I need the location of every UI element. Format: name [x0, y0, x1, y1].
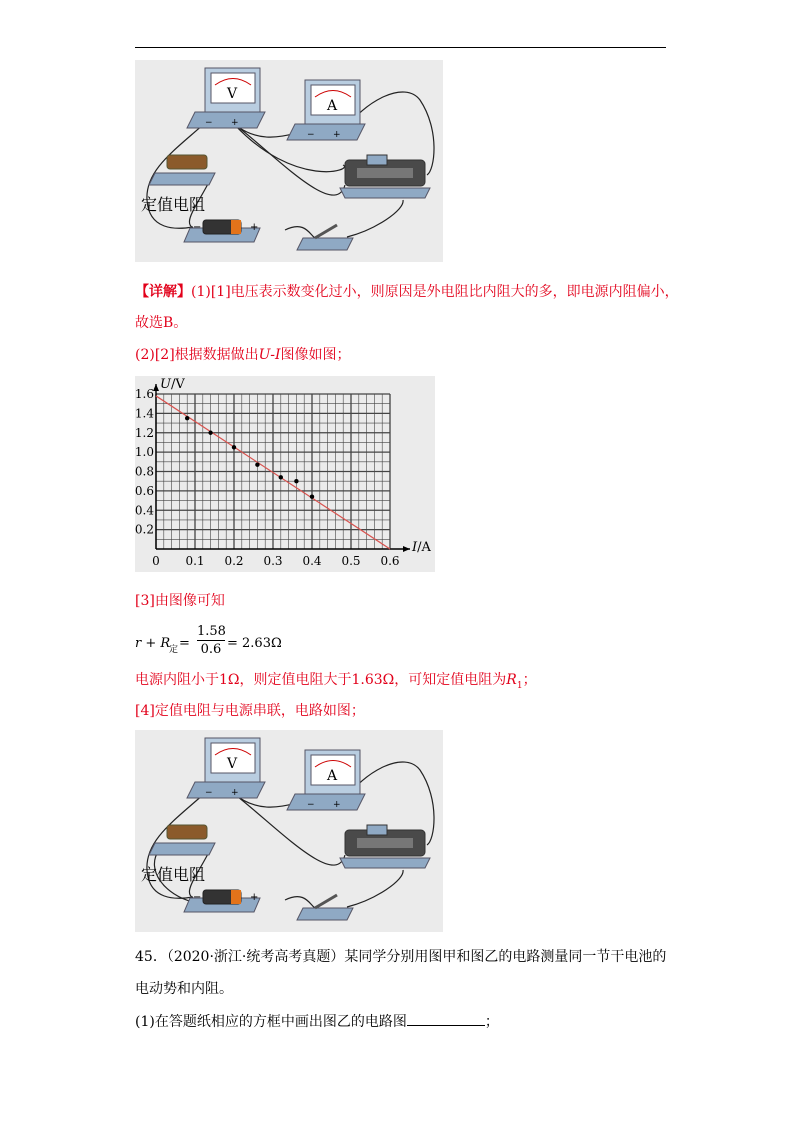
y-tick-label: 0.6: [135, 483, 154, 498]
y-tick-label: 0.4: [135, 503, 154, 518]
circuit-diagram: [135, 60, 443, 262]
circuit-diagram-series: [135, 730, 443, 932]
svg-text:−: −: [193, 222, 202, 233]
y-tick-label: 1.0: [135, 445, 154, 460]
fixed-resistor-label: 定值电阻: [141, 865, 206, 884]
data-point: [208, 431, 212, 435]
explain-tag: 【详解】: [135, 284, 191, 300]
explain-line-5: 电源内阻小于1Ω，则定值电阻大于1.63Ω，可知定值电阻为$R_1$；: [135, 672, 537, 691]
x-axis-label: I/A: [412, 540, 431, 555]
y-tick-label: 1.6: [135, 387, 154, 401]
voltmeter-label: V: [227, 86, 238, 102]
ui-chart-figure: [135, 376, 435, 572]
ammeter-label: A: [327, 768, 338, 784]
y-tick-label: 0.8: [135, 464, 154, 479]
svg-text:+: +: [333, 800, 341, 810]
question-number: 45．: [135, 949, 167, 965]
circuit-figure-top: [135, 60, 443, 262]
question-line-2: 电动势和内阻。: [135, 981, 233, 997]
y-tick-label: 1.4: [135, 406, 154, 421]
svg-text:+: +: [250, 222, 259, 233]
svg-text:+: +: [250, 892, 259, 903]
y-tick-label: 0.2: [135, 522, 154, 537]
x-tick-label: 0.2: [224, 554, 244, 568]
data-point: [294, 479, 298, 483]
data-point: [255, 463, 259, 467]
svg-text:−: −: [193, 892, 202, 903]
data-point: [185, 416, 189, 420]
voltmeter-label: V: [227, 756, 238, 772]
ui-chart: [135, 376, 435, 572]
x-tick-label: 0.4: [302, 554, 322, 568]
svg-text:−: −: [307, 130, 315, 140]
question-line-1: 45．（2020·浙江·统考高考真题）某同学分别用图甲和图乙的电路测量同一节干电池的: [135, 949, 667, 965]
x-tick-label: 0.5: [341, 554, 361, 568]
x-axis-arrow: [403, 546, 410, 552]
fixed-resistor-label: 定值电阻: [141, 195, 206, 214]
data-point: [310, 494, 314, 498]
explain-line-2: 故选B。: [135, 315, 188, 331]
circuit-figure-bottom: [135, 730, 443, 932]
data-point: [279, 475, 283, 479]
svg-text:+: +: [333, 130, 341, 140]
data-point: [232, 445, 236, 449]
svg-text:−: −: [205, 118, 213, 128]
answer-blank[interactable]: [407, 1011, 485, 1026]
x-tick-label: 0.1: [185, 554, 205, 568]
y-axis-label: U/V: [160, 377, 185, 392]
svg-text:+: +: [231, 118, 239, 128]
question-line-3: (1)在答题纸相应的方框中画出图乙的电路图 ；: [135, 1011, 499, 1032]
ammeter-label: A: [327, 98, 338, 114]
svg-text:+: +: [231, 788, 239, 798]
svg-text:−: −: [205, 788, 213, 798]
explain-line-3: (2)[2]根据数据做出U-I图像如图；: [135, 347, 351, 363]
header-rule: [135, 47, 666, 48]
y-tick-label: 1.2: [135, 425, 154, 440]
x-tick-label: 0.6: [380, 554, 400, 568]
explain-line-1: 【详解】(1)[1]电压表示数变化过小，则原因是外电阻比内阻大的多，即电源内阻偏小，: [135, 284, 679, 300]
x-tick-label: 0.3: [263, 554, 283, 568]
x-tick-label: 0: [152, 554, 160, 568]
explain-line-6: [4]定值电阻与电源串联，电路如图；: [135, 703, 365, 719]
explain-line-4: [3]由图像可知: [135, 593, 225, 609]
svg-text:−: −: [307, 800, 315, 810]
